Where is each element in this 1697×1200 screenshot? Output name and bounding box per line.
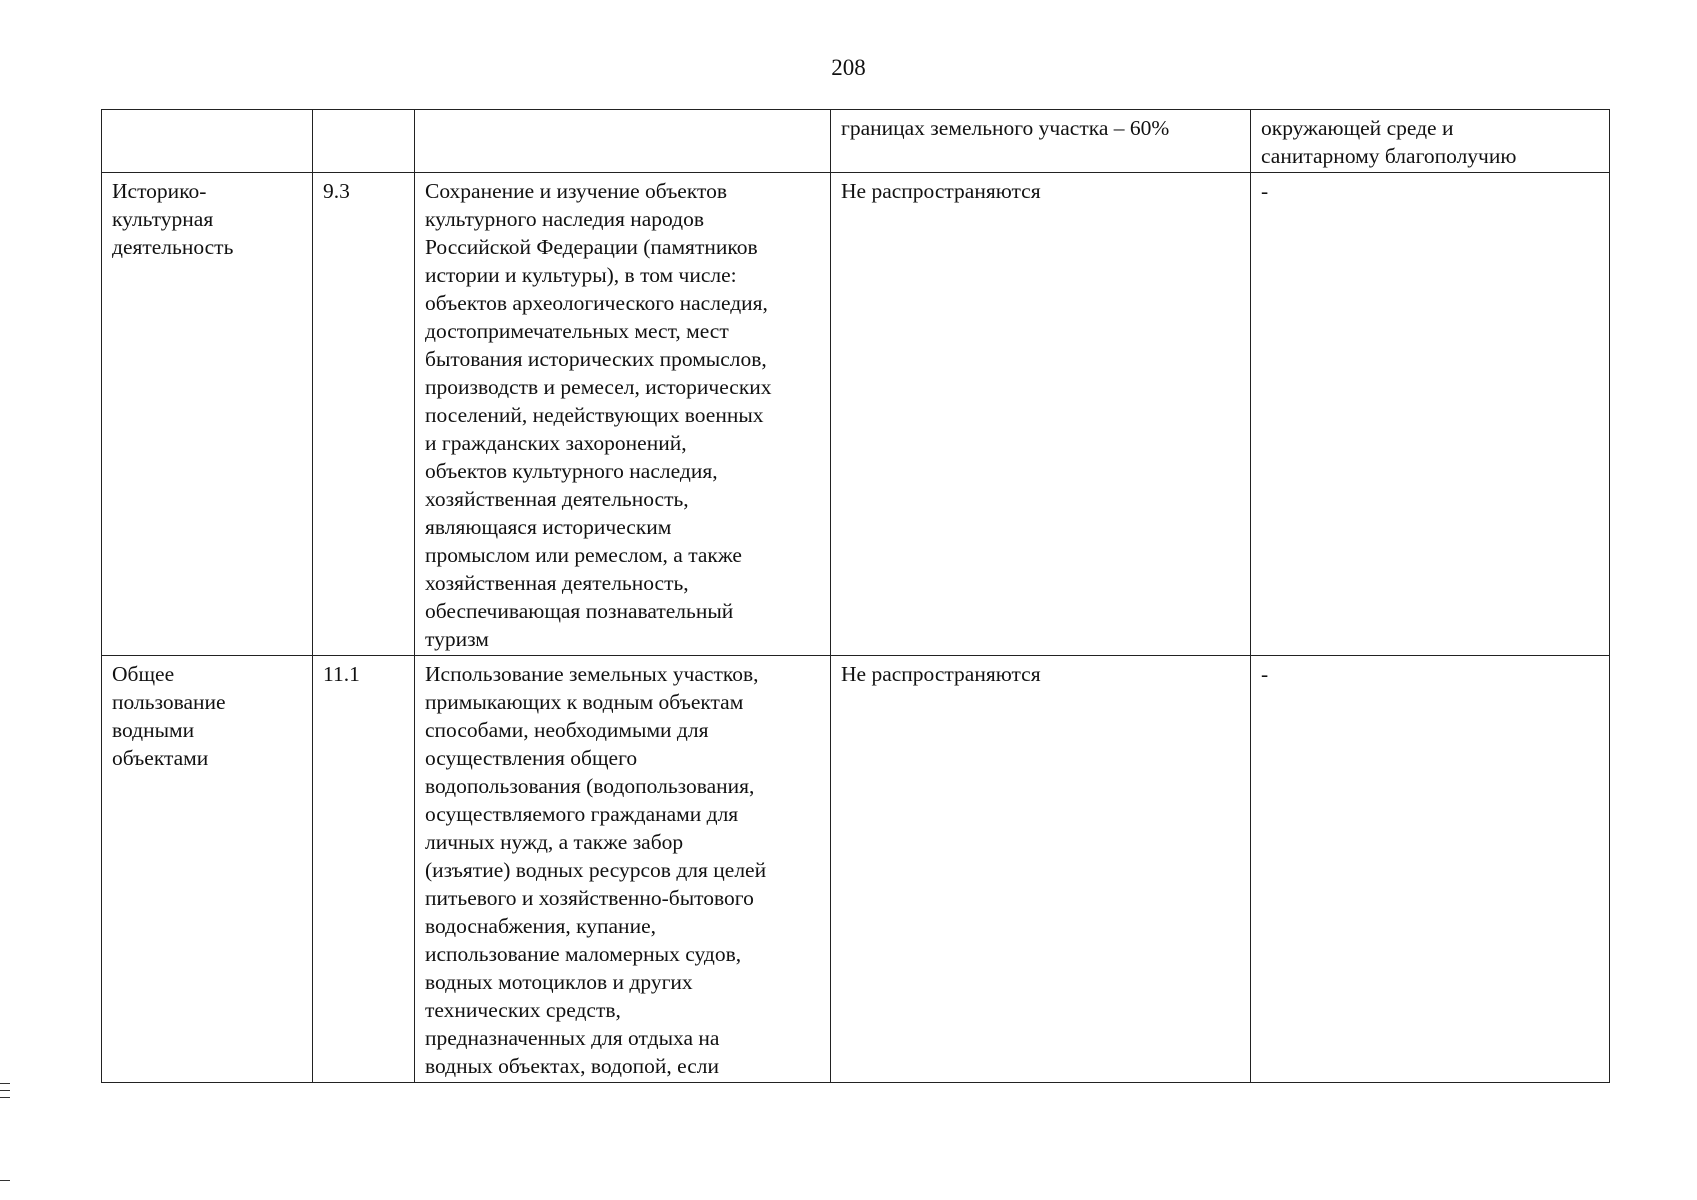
table-row [102,656,1610,1083]
regulations-table [101,109,1610,1083]
scan-edge-mark [0,1097,10,1098]
activity-code-cell: 9.3 [313,173,415,656]
table-row [102,110,1610,173]
activity-description-cell: Сохранение и изучение объектов культурного наследия народов Российской Федерации (памятников истории и культуры), в том числе: объектов археологического наследия, достопримечательных мест, мест бытования исторических промыслов, производств и ремесел, исторических поселений, недействующих военных и гражданских захоронений, объектов культурного наследия, хозяйственная деятельность, являющаяся историческим промыслом или ремеслом, а также хозяйственная деятельность, обеспечивающая познавательный туризм [415,173,831,656]
activity-name-cell [102,110,313,173]
activity-description-cell: Использование земельных участков, примыкающих к водным объектам способами, необходимыми для осуществления общего водопользования (водопользования, осуществляемого гражданами для личных нужд, а также забор (изъятие) водных ресурсов для целей питьевого и хозяйственно-бытового водоснабжения, купание, использование маломерных судов, водных мотоциклов и других технических средств, предназначенных для отдыха на водных объектах, водопой, если [415,656,831,1083]
activity-code-cell [313,110,415,173]
restrictions-cell: - [1251,656,1610,1083]
parameters-cell: Не распространяются [831,173,1251,656]
scan-edge-mark [0,1090,10,1091]
activity-code-cell: 11.1 [313,656,415,1083]
activity-name-cell: Общее пользование водными объектами [102,656,313,1083]
parameters-cell: границах земельного участка – 60% [831,110,1251,173]
activity-description-cell [415,110,831,173]
table-row [102,173,1610,656]
page-number: 208 [831,55,866,80]
restrictions-cell: окружающей среде и санитарному благополучию [1251,110,1610,173]
restrictions-cell: - [1251,173,1610,656]
activity-name-cell: Историко- культурная деятельность [102,173,313,656]
scan-edge-mark [0,1083,10,1084]
parameters-cell: Не распространяются [831,656,1251,1083]
scan-edge-mark [0,1180,10,1181]
